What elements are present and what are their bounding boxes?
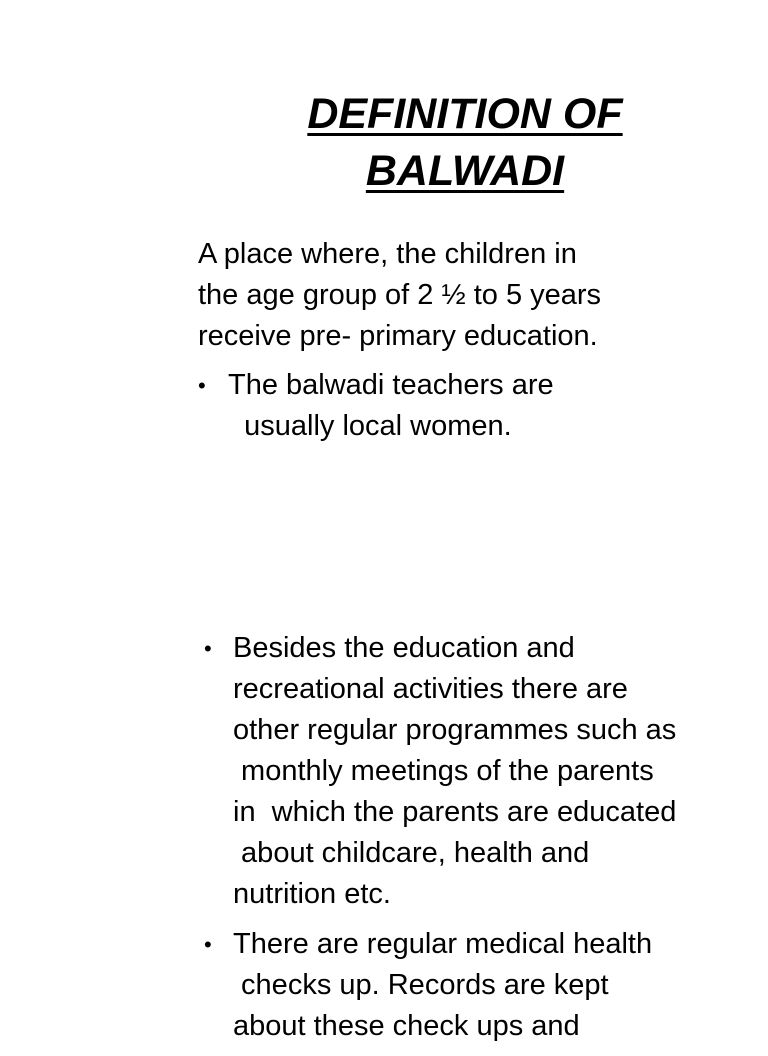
bullet-line: There are regular medical health <box>233 928 653 960</box>
bullet-line: Besides the education and <box>233 632 575 664</box>
bullet-line: nutrition etc. <box>233 878 391 910</box>
definition-paragraph <box>198 234 758 357</box>
paragraph-line: A place where, the children in <box>198 238 577 270</box>
bullet-icon: • <box>204 636 212 661</box>
title-line: DEFINITION OF <box>307 90 623 138</box>
page-title <box>260 86 670 200</box>
list-item <box>204 924 768 1047</box>
bullet-line: monthly meetings of the parents <box>233 755 654 787</box>
bullet-line: recreational activities there are <box>233 673 628 705</box>
bullet-text <box>198 365 758 447</box>
bullet-line: checks up. Records are kept <box>233 969 609 1001</box>
list-item <box>198 365 758 447</box>
bullet-line: in which the parents are educated <box>233 796 677 828</box>
bullet-text <box>204 628 768 915</box>
bullet-line: about childcare, health and <box>233 837 590 869</box>
list-item <box>204 628 768 915</box>
bullet-icon: • <box>204 932 212 957</box>
bullet-line: usually local women. <box>228 410 512 442</box>
paragraph-line: receive pre- primary education. <box>198 320 598 352</box>
bullet-line: about these check ups and <box>233 1010 580 1042</box>
bullet-icon: • <box>198 373 206 398</box>
bullet-list-bottom <box>204 628 768 1056</box>
bullet-line: other regular programmes such as <box>233 714 677 746</box>
bullet-list-top <box>198 365 758 456</box>
paragraph-line: the age group of 2 ½ to 5 years <box>198 279 602 311</box>
bullet-line: The balwadi teachers are <box>228 369 554 401</box>
bullet-text <box>204 924 768 1047</box>
title-line: BALWADI <box>365 147 565 195</box>
